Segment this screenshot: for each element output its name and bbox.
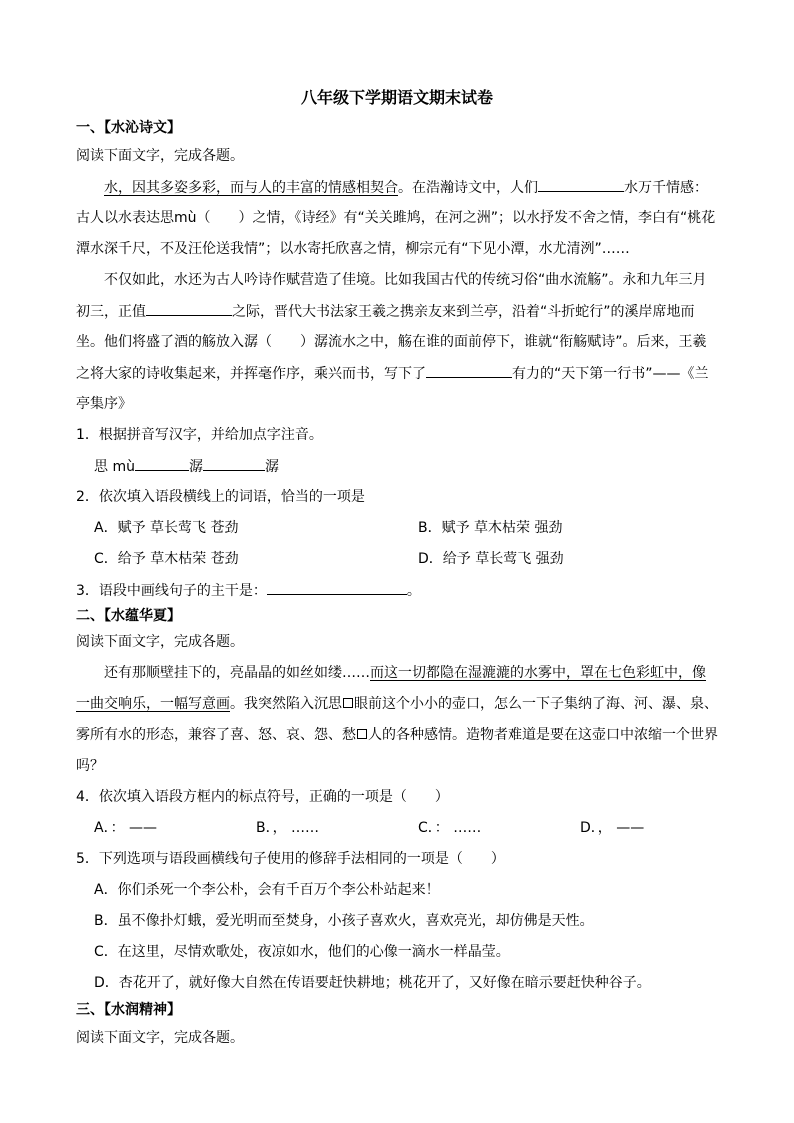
q4-option-d[interactable]: D．， —— <box>580 820 645 836</box>
s1-passage-line <box>76 301 695 322</box>
underlined-sentence: 一曲交响乐，一幅写意画 <box>76 696 230 712</box>
q5-option-b[interactable]: B．虽不像扑灯蛾，爱光明而至焚身，小孩子喜欢火，喜欢亮光，却仿佛是天性。 <box>94 913 594 929</box>
question-1-blanks <box>94 456 279 477</box>
q2-option-c[interactable]: C．给予 草木枯荣 苍劲 <box>94 551 239 567</box>
s2-text: 雾所有水的形态，兼容了喜、怒、哀、怨、愁 <box>76 727 356 743</box>
q5-option-a[interactable]: A．你们杀死一个李公朴，会有千百万个李公朴站起来！ <box>94 882 440 898</box>
q1-item: 潺 <box>188 459 203 475</box>
s1-text: 水万千情感： <box>624 180 708 196</box>
s2-passage-line <box>76 725 718 745</box>
s2-passage-line <box>104 663 706 683</box>
underlined-sentence: 而这一切都隐在湿漉漉的水雾中，罩在七色彩虹中，像 <box>370 665 706 681</box>
section-2-heading: 二、【水蕴华夏】 <box>76 608 181 624</box>
s2-text: 。我突然陷入沉思 <box>230 696 342 712</box>
fill-blank[interactable] <box>203 456 265 471</box>
s1-passage-line: 潭水深千尺，不及汪伦送我情”；以水寄托欣喜之情，柳宗元有“下见小潭，水尤清洌”…… <box>76 241 630 257</box>
section-2-instruction: 阅读下面文字，完成各题。 <box>76 634 244 650</box>
page-title: 八年级下学期语文期末试卷 <box>300 88 493 107</box>
s1-passage-line: 坐。他们将盛了酒的觞放入潺（ ）潺流水之中，觞在谁的面前停下，谁就“衔觞赋诗”。后来，王羲 <box>76 334 707 350</box>
punctuation-box <box>357 729 367 739</box>
s1-passage-line: 不仅如此，水还为古人吟诗作赋营造了佳境。比如我国古代的传统习俗“曲水流觞”。永和九年三月 <box>104 272 707 288</box>
q2-option-d[interactable]: D．给予 草长莺飞 强劲 <box>418 551 564 567</box>
q2-option-b[interactable]: B．赋予 草木枯荣 强劲 <box>418 520 563 536</box>
question-5: 5．下列选项与语段画横线句子使用的修辞手法相同的一项是（ ） <box>76 851 505 867</box>
q1-item: 思 mù <box>94 459 135 475</box>
q4-option-a[interactable]: A．： —— <box>94 820 158 836</box>
q5-option-c[interactable]: C．在这里，尽情欢歌处，夜凉如水，他们的心像一滴水一样晶莹。 <box>94 944 510 960</box>
q4-option-c[interactable]: C．： …… <box>418 820 482 836</box>
s2-text: 人的各种感情。造物者难道是要在这壶口中浓缩一个世界 <box>368 727 718 743</box>
q2-option-a[interactable]: A．赋予 草长莺飞 苍劲 <box>94 520 239 536</box>
question-3 <box>76 580 421 601</box>
section-1-instruction: 阅读下面文字，完成各题。 <box>76 148 244 164</box>
s1-passage-line: 古人以水表达思mù（ ）之情，《诗经》有“关关雎鸠，在河之洲”；以水抒发不舍之情，李白有“桃花 <box>76 210 716 226</box>
fill-blank[interactable] <box>135 456 189 471</box>
q3-text: 。 <box>406 583 421 599</box>
fill-blank <box>426 363 512 378</box>
underlined-sentence: 水，因其多姿多彩，而与人的丰富的情感相契合 <box>104 180 398 196</box>
fill-blank <box>538 177 624 192</box>
s1-text: 之际，晋代大书法家王羲之携亲友来到兰亭，沿着“斗折蛇行”的溪岸席地而 <box>232 304 695 320</box>
question-1: 1．根据拼音写汉字，并给加点字注音。 <box>76 427 323 443</box>
s2-passage-line: 吗？ <box>76 758 104 774</box>
s1-passage-line <box>76 363 709 384</box>
q5-option-d[interactable]: D．杏花开了，就好像大自然在传语要赶快耕地；桃花开了，又好像在暗示要赶快种谷子。 <box>94 975 651 991</box>
s1-text: 。在浩瀚诗文中，人们 <box>398 180 538 196</box>
section-1-heading: 一、【水沁诗文】 <box>76 120 181 136</box>
s1-passage-line <box>104 177 708 198</box>
s2-passage-line <box>76 694 718 714</box>
s1-text: 初三，正值 <box>76 304 146 320</box>
question-2: 2．依次填入语段横线上的词语，恰当的一项是 <box>76 489 365 505</box>
punctuation-box <box>343 698 353 708</box>
question-4: 4．依次填入语段方框内的标点符号，正确的一项是（ ） <box>76 789 449 805</box>
fill-blank <box>146 301 232 316</box>
q1-item: 潺 <box>264 459 279 475</box>
s2-text: 眼前这个小小的壶口，怎么一下子集纳了海、河、瀑、泉、 <box>354 696 718 712</box>
s2-text: 还有那顺壁挂下的，亮晶晶的如丝如缕…… <box>104 665 370 681</box>
s1-text: 之将大家的诗收集起来，并挥毫作序，乘兴而书，写下了 <box>76 366 426 382</box>
section-3-instruction: 阅读下面文字，完成各题。 <box>76 1030 244 1046</box>
q3-text: 3．语段中画线句子的主干是： <box>76 583 267 599</box>
section-3-heading: 三、【水润精神】 <box>76 1002 181 1018</box>
q4-option-b[interactable]: B．， …… <box>256 820 320 836</box>
s1-passage-line: 亭集序》 <box>76 396 132 412</box>
s1-text: 有力的“天下第一行书”——《兰 <box>512 366 709 382</box>
fill-blank[interactable] <box>267 580 407 595</box>
